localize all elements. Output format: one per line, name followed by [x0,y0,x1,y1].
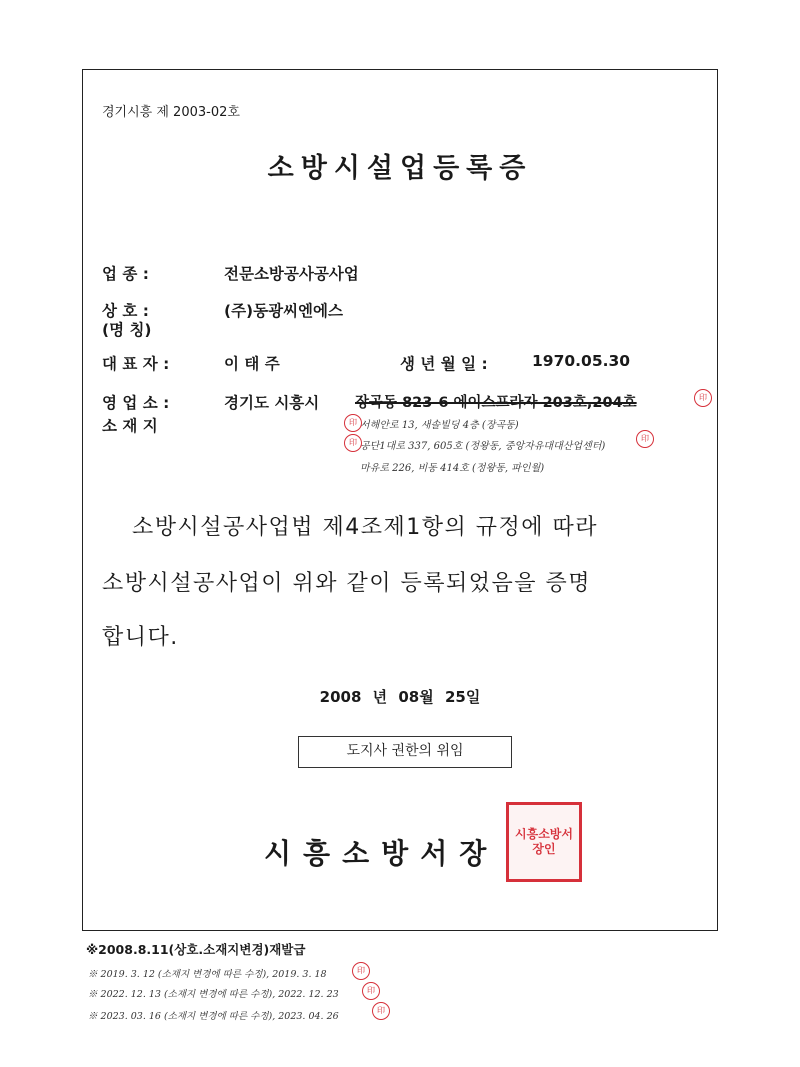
representative-label: 대 표 자 : [102,355,170,373]
address-label-2: 소 재 지 [102,417,158,435]
correction-stamp: 印 [362,982,380,1000]
handwritten-address-3: 마유로 226, 비동 414호 (정왕동, 파인월) [360,463,545,474]
correction-stamp: 印 [344,414,362,432]
handwritten-address-1: 서해안로 13, 새솔빌딩 4층 (장곡동) [360,420,519,431]
correction-stamp: 印 [694,389,712,407]
handwritten-address-2: 공단1대로 337, 605호 (정왕동, 중앙자유대대산업센터) [360,441,606,452]
correction-stamp: 印 [352,962,370,980]
business-type-value: 전문소방공사공사업 [224,265,359,283]
trade-name-sub-label: (명 칭) [102,321,152,339]
representative-value: 이 태 주 [224,355,280,373]
address-label: 영 업 소 : [102,394,170,412]
revision-note-2: ※ 2022. 12. 13 (소재지 변경에 따른 수정), 2022. 12. 23 [88,989,339,1000]
reissue-note: ※2008.8.11(상호.소재지변경)재발급 [86,942,306,957]
address-struck: 장곡동 823-6 에이스프라자 203호,204호 [355,395,637,411]
official-seal [506,802,582,882]
birthdate-value: 1970.05.30 [532,352,631,370]
body-line-2: 소방시설공사업이 위와 같이 등록되었음을 증명 [102,571,592,596]
body-line-3: 합니다. [102,625,179,650]
business-type-label: 업 종 : [102,265,149,283]
correction-stamp: 印 [344,434,362,452]
address-city: 경기도 시흥시 [224,394,320,412]
certificate-number: 경기시흥 제 2003-02호 [102,105,240,120]
correction-stamp: 印 [636,430,654,448]
body-line-1: 소방시설공사업법 제4조제1항의 규정에 따라 [132,515,599,540]
certificate-frame [82,69,718,931]
trade-name-label: 상 호 : [102,302,149,320]
issue-date: 2008 년 08월 25일 [319,688,481,706]
certificate-title: 소방시설업등록증 [267,153,533,184]
correction-stamp: 印 [372,1002,390,1020]
revision-note-1: ※ 2019. 3. 12 (소재지 변경에 따른 수정), 2019. 3. 18 [88,969,327,980]
trade-name-value: (주)동광씨엔에스 [224,302,343,320]
delegation-box: 도지사 권한의 위임 [298,736,512,768]
revision-note-3: ※ 2023. 03. 16 (소재지 변경에 따른 수정), 2023. 04. 26 [88,1011,339,1022]
seal-text: 시흥소방서장인 [515,827,573,856]
issuer-name: 시흥소방서장 [264,837,499,870]
birthdate-label: 생 년 월 일 : [400,355,488,373]
